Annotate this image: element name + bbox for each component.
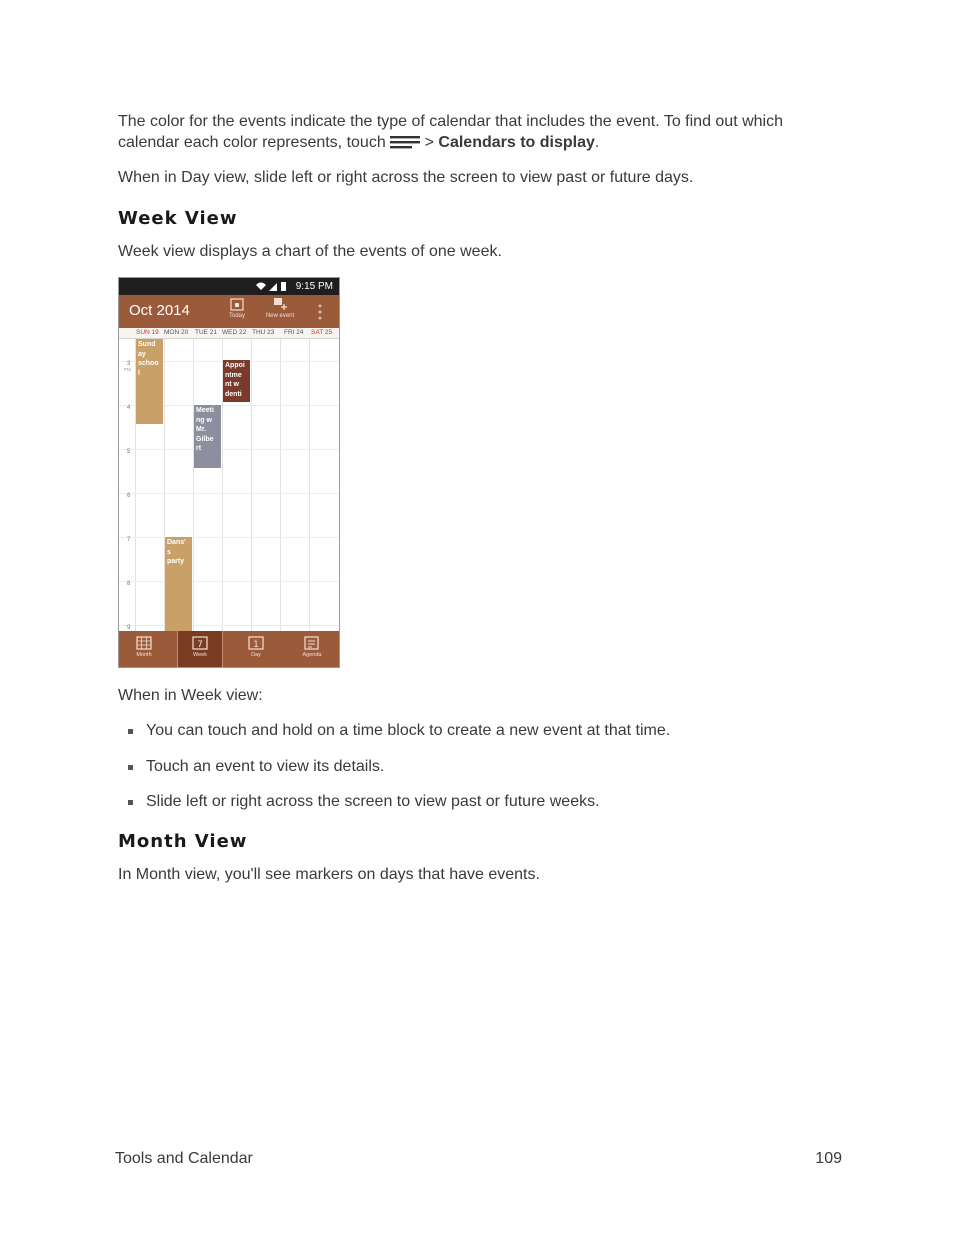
today-icon (230, 297, 244, 311)
hour-label-6: 6 (127, 493, 131, 499)
page-number: 109 (815, 1150, 842, 1167)
tab-agenda[interactable] (289, 631, 335, 667)
month-title: Oct 2014 (129, 302, 190, 319)
tab-day[interactable] (233, 631, 279, 667)
tab-day-label: Day (251, 652, 261, 658)
tab-agenda-label: Agenda (302, 652, 322, 658)
week-view-when-text: When in Week view: (118, 687, 263, 704)
sentence-end: . (594, 134, 600, 151)
color-paragraph-text: The color for the events indicate the type of calendar that includes the event. To find out which calendar each color represents, touch (118, 113, 783, 151)
calendar-header (119, 295, 339, 328)
footer-section-title: Tools and Calendar (115, 1150, 253, 1167)
hour-label-3: 3 PM (124, 361, 131, 372)
event-sunday-school[interactable]: Sund ay schoo l (136, 339, 163, 424)
month-grid-icon (136, 635, 152, 650)
week-days-row (119, 328, 339, 339)
day-calendar-icon (248, 635, 264, 650)
menu-lines-icon (390, 136, 420, 149)
grid-line (309, 339, 310, 631)
bullet-square-icon (128, 765, 133, 770)
today-label: Today (228, 313, 245, 319)
hour-label-8: 8 (127, 581, 131, 587)
day-fri[interactable]: FRI 24 (284, 329, 304, 336)
week-view-description: Week view displays a chart of the events of one week. (118, 243, 502, 260)
week-view-screenshot (118, 277, 340, 668)
bullet-square-icon (128, 800, 133, 805)
signal-battery-icon (255, 281, 289, 292)
event-meeting[interactable]: Meeti ng w Mr. Gilbe rt (194, 405, 221, 468)
hour-label-5: 5 (127, 449, 131, 455)
grid-line (280, 339, 281, 631)
day-mon[interactable]: MON 20 (164, 329, 189, 336)
new-event-label: New event (265, 313, 295, 319)
tab-week[interactable] (177, 631, 223, 667)
grid-line (193, 339, 194, 631)
hour-label-9: 9 (127, 625, 131, 631)
view-tab-bar (119, 631, 339, 667)
list-item: Slide left or right across the screen to view past or future weeks. (126, 791, 670, 827)
calendars-to-display-label: Calendars to display (438, 134, 595, 151)
week-view-heading: Week View (118, 208, 238, 229)
grid-line (119, 449, 339, 450)
grid-line (119, 537, 339, 538)
event-party[interactable]: Dans' s party (165, 537, 192, 631)
menu-path-separator: > (420, 134, 439, 151)
tab-month-label: Month (136, 652, 152, 658)
day-sun[interactable]: SUN 19 (136, 329, 159, 336)
today-button[interactable] (217, 297, 257, 319)
week-calendar-icon (192, 635, 208, 650)
day-tue[interactable]: TUE 21 (195, 329, 218, 336)
grid-line (119, 625, 339, 626)
hour-label-7: 7 (127, 537, 131, 543)
bullet-square-icon (128, 729, 133, 734)
week-view-bullet-list (126, 720, 670, 827)
day-sat[interactable]: SAT 25 (311, 329, 333, 336)
grid-line (119, 493, 339, 494)
svg-text:1: 1 (253, 640, 259, 650)
list-item: Touch an event to view its details. (126, 756, 670, 792)
week-time-grid[interactable] (119, 339, 339, 631)
new-event-button[interactable] (260, 297, 300, 319)
status-time: 9:15 PM (295, 281, 333, 292)
day-thu[interactable]: THU 23 (252, 329, 275, 336)
hour-label-4: 4 (127, 405, 131, 411)
more-options-icon[interactable] (315, 303, 325, 321)
agenda-list-icon (304, 635, 320, 650)
day-view-paragraph: When in Day view, slide left or right across the screen to view past or future days. (118, 169, 694, 186)
list-item: You can touch and hold on a time block to create a new event at that time. (126, 720, 670, 756)
tab-month[interactable] (121, 631, 167, 667)
month-view-description: In Month view, you'll see markers on days that have events. (118, 866, 540, 883)
new-event-icon (273, 297, 287, 311)
tab-week-label: Week (193, 652, 207, 658)
day-wed[interactable]: WED 22 (222, 329, 247, 336)
grid-line (119, 581, 339, 582)
event-appointment[interactable]: Appoi ntme nt w denti (223, 360, 250, 402)
month-view-heading: Month View (118, 831, 248, 852)
svg-text:7: 7 (197, 640, 203, 650)
status-bar (119, 278, 339, 295)
calendar-color-paragraph (118, 111, 818, 153)
grid-line (251, 339, 252, 631)
